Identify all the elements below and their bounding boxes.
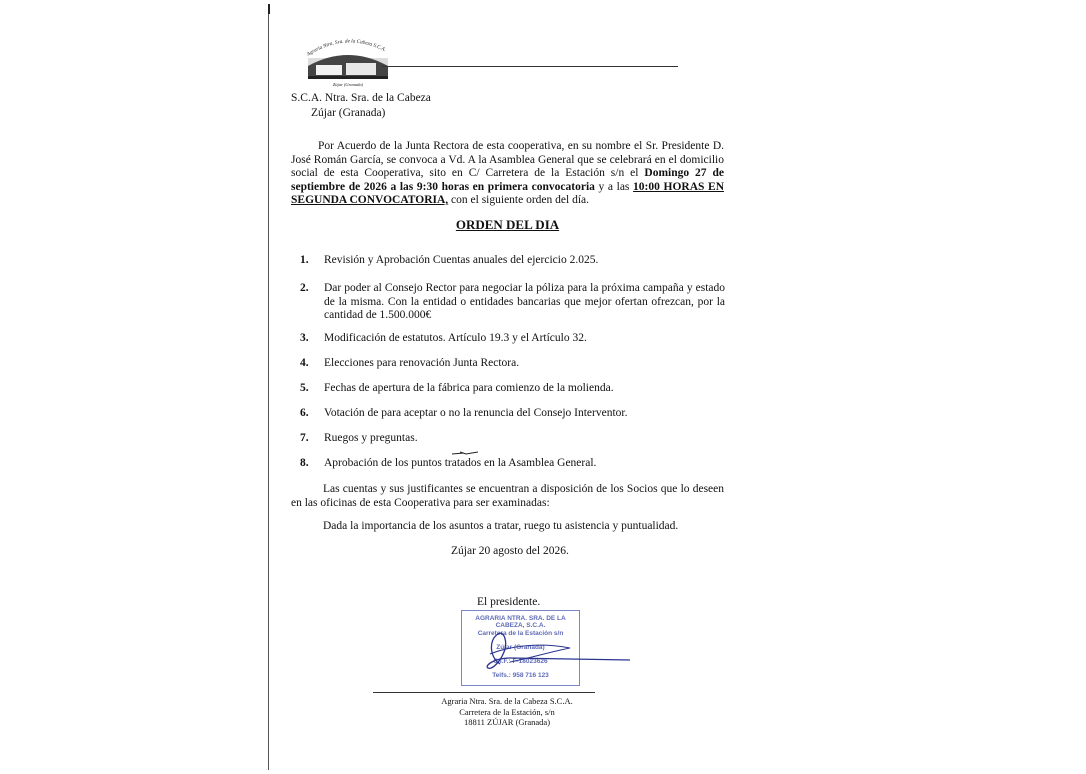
- agenda-item-text: Aprobación de los puntos tratados en la Asamblea General.: [324, 457, 597, 469]
- president-signature: [470, 628, 640, 676]
- org-location: Zújar (Granada): [311, 107, 386, 119]
- scan-edge-mark: [268, 4, 270, 14]
- agenda-item-number: 8.: [300, 457, 309, 469]
- attendance-paragraph: Dada la importancia de los asuntos a tratar, ruego tu asistencia y puntualidad.: [323, 520, 679, 532]
- header-rule: [382, 66, 678, 67]
- accounts-paragraph: Las cuentas y sus justificantes se encuentran a disposición de los Socios que lo deseen en las oficinas de esta Cooperativa para ser examinadas:: [291, 483, 724, 509]
- agenda-item-number: 2.: [300, 282, 309, 294]
- agenda-heading: ORDEN DEL DIA: [455, 217, 560, 232]
- president-label: El presidente.: [477, 596, 541, 608]
- stamp-line: C.I.F.: F-18023626: [493, 658, 548, 665]
- agenda-item-number: 1.: [300, 254, 309, 266]
- intro-text-2: y a las: [594, 180, 634, 193]
- convocation-paragraph: [291, 140, 724, 208]
- footer-line: Agraria Ntra. Sra. de la Cabeza S.C.A.: [441, 696, 573, 706]
- intro-date-bold: Domingo 27 de septiembre de 2026 a las 9:30 horas en primera convocatoria: [291, 167, 724, 193]
- logo-arc-text: Agraria Ntra. Sra. de la Cabeza S.C.A.: [305, 38, 387, 58]
- agenda-item-text: Ruegos y preguntas.: [324, 432, 418, 444]
- agenda-item-number: 3.: [300, 332, 309, 344]
- intro-second-call: 10:00 HORAS EN SEGUNDA CONVOCATORIA,: [291, 180, 724, 206]
- date-line: Zújar 20 agosto del 2026.: [451, 545, 569, 557]
- organization-header: [291, 91, 431, 121]
- logo-sub-text: Zújar (Granada): [332, 82, 364, 87]
- scan-edge-line: [268, 4, 269, 770]
- footer-address: [373, 696, 641, 728]
- footer-line: Carretera de la Estación, s/n: [459, 706, 555, 717]
- agenda-item-text: Revisión y Aprobación Cuentas anuales del ejercicio 2.025.: [324, 254, 599, 266]
- agenda-item-text: Modificación de estatutos. Artículo 19.3 y el Artículo 32.: [324, 332, 587, 344]
- cooperative-logo: [302, 36, 394, 88]
- agenda-item-number: 6.: [300, 407, 309, 419]
- agenda-item-number: 7.: [300, 432, 309, 444]
- stamp-line: AGRARIA NTRA. SRA. DE LA CABEZA, S.C.A.: [475, 615, 566, 629]
- intro-text-3: con el siguiente orden del día.: [448, 194, 590, 206]
- stamp-line: Carretera de la Estación s/n: [477, 630, 564, 637]
- footer-line: 18811 ZÚJAR (Granada): [463, 717, 551, 727]
- org-name: S.C.A. Ntra. Sra. de la Cabeza: [291, 92, 431, 104]
- agenda-item-text: Elecciones para renovación Junta Rectora.: [324, 357, 520, 369]
- agenda-item-text: Votación de para aceptar o no la renuncia del Consejo Interventor.: [324, 407, 628, 419]
- stamp-line: Telfs.: 958 716 123: [492, 672, 549, 679]
- agenda-item-number: 4.: [300, 357, 309, 369]
- agenda-item-text: Dar poder al Consejo Rector para negociar la póliza para la próxima campaña y estado de la misma. Con la entidad o entidades bancarias que mejor ofertan ofrezcan, por la cantidad de 1.500.000€: [324, 282, 725, 321]
- stamp-line: Zújar (Granada): [496, 644, 545, 651]
- footer-rule: [373, 692, 595, 693]
- intro-text: Por Acuerdo de la Junta Rectora de esta cooperativa, en su nombre el Sr. Presidente D. José Román García, se convoca a Vd. A la Asamblea General que se celebrará en el domicilio social de esta Cooperativa, sito en C/ Carretera de la Estación s/n el: [291, 140, 724, 179]
- agenda-item-text: Fechas de apertura de la fábrica para comienzo de la molienda.: [324, 382, 614, 394]
- agenda-item-number: 5.: [300, 382, 309, 394]
- scan-smudge-mark: [450, 450, 480, 456]
